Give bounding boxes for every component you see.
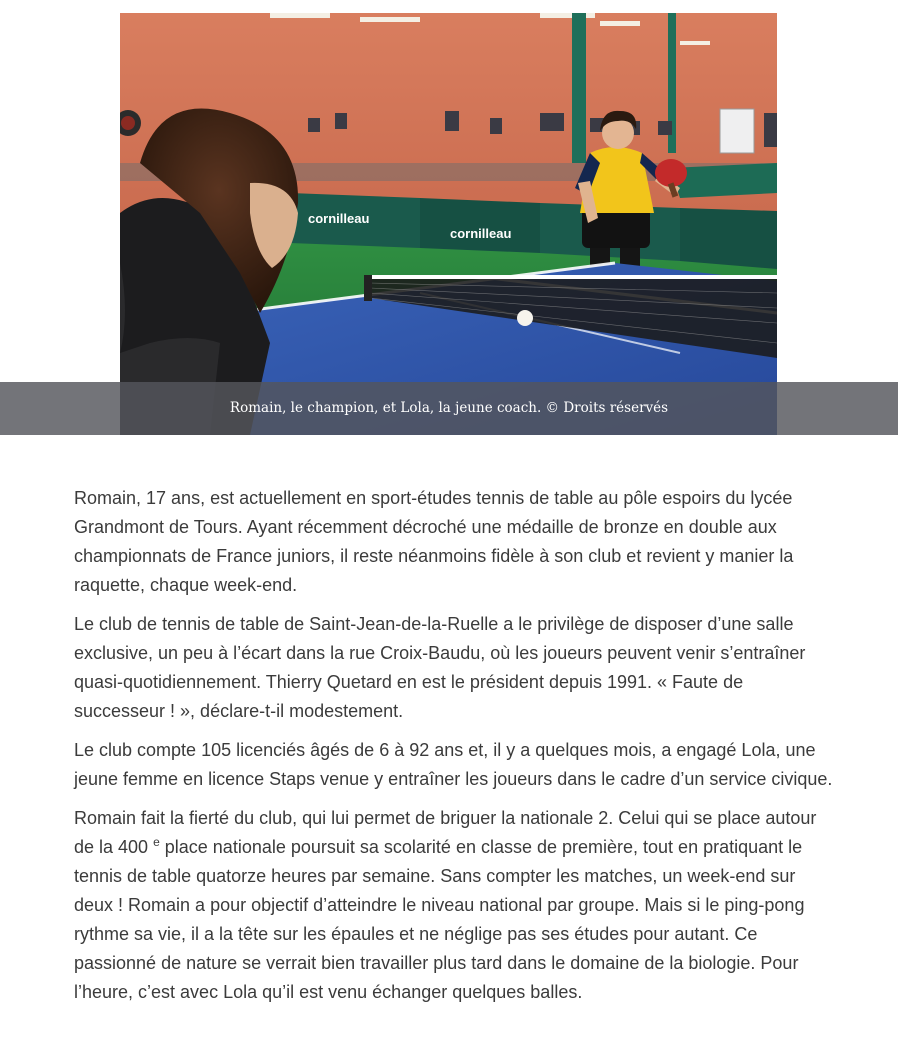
paragraph-4-part-2: place nationale poursuit sa scolarité en classe de première, tout en pratiquant le tennis de table quatorze heures par semaine. Sans compter les matches, un week-end sur deux ! Romain a pour objectif d’atteindre le niveau national par groupe. Mais si le ping-pong rythme sa vie, il a la tête sur les épaules et ne néglige pas ses études pour autant. Ce passionné de nature se verrait bien travailler plus tard dans le domaine de la biologie. Pour l’heure, c’est avec Lola qu’il est venu échanger quelques balles. xyxy=(74,837,805,1002)
barrier-logo-1: cornilleau xyxy=(308,211,370,226)
photo-caption-bar xyxy=(0,382,898,435)
paragraph-4-part-1: Romain fait la fierté du club, qui lui permet de briguer la nationale 2. Celui qui se place autour de la 400 xyxy=(74,808,817,857)
table-tennis-photo xyxy=(120,13,777,435)
photo-caption: Romain, le champion, et Lola, la jeune coach. © Droits réservés xyxy=(229,400,669,416)
barrier-logo-2: cornilleau xyxy=(450,226,512,241)
paragraph-4 xyxy=(74,804,834,1007)
paragraph-3: Le club compte 105 licenciés âgés de 6 à 92 ans et, il y a quelques mois, a engagé Lola, une jeune femme en licence Staps venue y entraîner les joueurs dans le cadre d’un service civique. xyxy=(74,740,833,789)
ping-pong-ball xyxy=(517,310,533,326)
paragraph-1: Romain, 17 ans, est actuellement en sport-études tennis de table au pôle espoirs du lycée Grandmont de Tours. Ayant récemment décroché une médaille de bronze en double aux championnats de France juniors, il reste néanmoins fidèle à son club et revient y manier la raquette, chaque week-end. xyxy=(74,488,794,595)
photo-illustration xyxy=(120,13,777,435)
article-figure xyxy=(0,0,898,436)
article-body xyxy=(74,484,834,1017)
paragraph-2: Le club de tennis de table de Saint-Jean-de-la-Ruelle a le privilège de disposer d’une salle exclusive, un peu à l’écart dans la rue Croix-Baudu, où les joueurs peuvent venir s’entraîner quasi-quotidiennement. Thierry Quetard en est le président depuis 1991. « Faute de successeur ! », déclare-t-il modestement. xyxy=(74,614,806,721)
ordinal-superscript: e xyxy=(153,835,160,849)
